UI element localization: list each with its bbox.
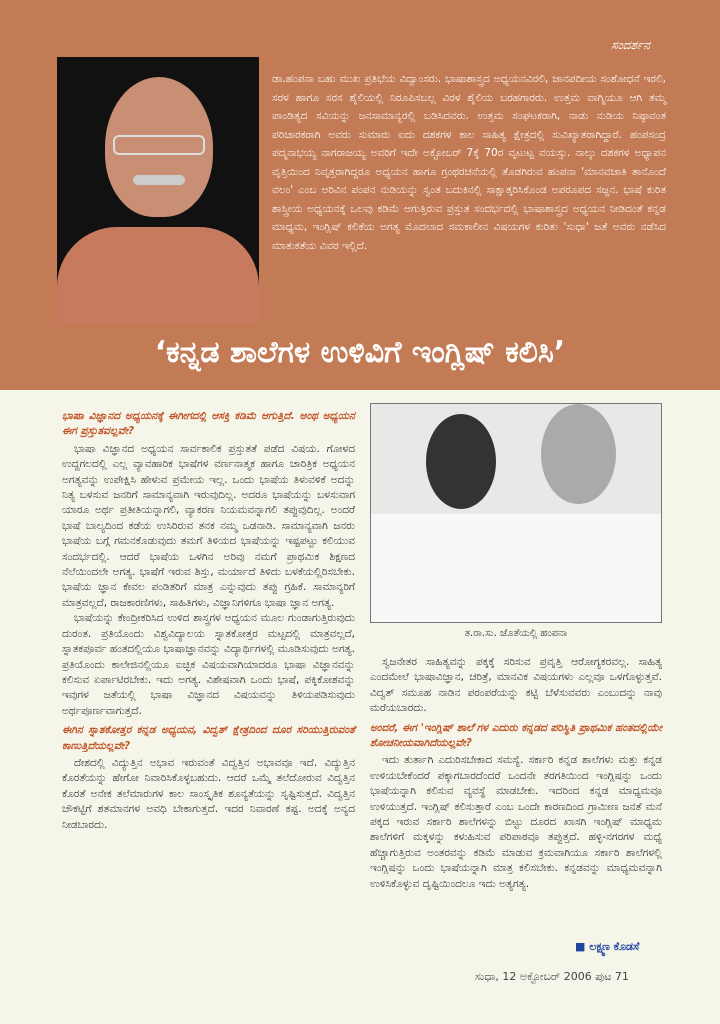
photo-caption: ತ.ರಾ.ಸು. ಜೊತೆಯಲ್ಲಿ ಹಂಪನಾ	[464, 628, 568, 639]
author-byline: ■ ಲಕ್ಷ್ಮಣ ಕೊಡಸೆ	[575, 940, 640, 953]
right-column	[370, 655, 662, 892]
left-column	[62, 405, 355, 833]
answer-paragraph: ಭಾಷಾ ವಿಜ್ಞಾನದ ಅಧ್ಯಯನ ಸಾರ್ವಕಾಲಿಕ ಪ್ರಸ್ತುತತೆ ಪಡೆದ ವಿಷಯ. ಗೋಳದ ಉದ್ದಗಲದಲ್ಲಿ ಎಲ್ಲ ವ್ಯಾವಹಾರಿಕ ಭಾಷೆಗಳ ವರ್ಣನಾತ್ಮಕ ಹಾಗೂ ಚಾರಿತ್ರಿಕ ಅಧ್ಯಯನ ಅಗತ್ಯವನ್ನು ಉಪೇಕ್ಷಿಸಿ ಹೇಳುವ ಪ್ರಮೇಯ ಇಲ್ಲ. ಒಂದು ಭಾಷೆಯ ತಿಳುವಳಿಕೆ ಅದನ್ನು ನಿತ್ಯ ಬಳಸುವ ಜನರಿಗೆ ಸಾಮಾನ್ಯವಾಗಿ ಇರುವುದಿಲ್ಲ. ಅದರೂ ಭಾಷೆಯನ್ನು ಬಳಸುವಾಗ ಯಾರೂ ಅರ್ಥ ಪ್ರತೀತಿಯನ್ನಾಗಲಿ, ವ್ಯಾಕರಣ ನಿಯಮವನ್ನಾಗಲಿ ತಪ್ಪುವುದಿಲ್ಲ. ಅಂದರೆ ಭಾಷೆ ಬಾಲ್ಯದಿಂದ ಕಡೆಯ ಉಸಿರಿರುವ ತನಕ ನಮ್ಮ ಒಡನಾಡಿ. ಸಾಮಾನ್ಯವಾಗಿ ಜನರು ಭಾಷೆಯ ಬಗ್ಗೆ ಗಮನಕೊಡುವುದು ತಮಗೆ ತಿಳಿಯದ ಭಾಷೆಯನ್ನು ಇಷ್ಟಪಟ್ಟು ಕಲಿಯುವ ಸಂದರ್ಭದಲ್ಲಿ. ಆದರೆ ಭಾಷೆಯ ಒಳಗಿನ ಅರಿವು ನಮಗೆ ಪ್ರಾಥಮಿಕ ಶಿಕ್ಷಣದ ನೆಲೆಯಿಂದಲೇ ಅಗತ್ಯ. ಭಾಷೆಗೆ ಇರುವ ಶಿಸ್ತು, ಮರ್ಯಾದೆ ತಿಳಿದು ಬಳಕೆಯಲ್ಲಿರಿಸಬೇಕು. ಭಾಷೆಯ ಜ್ಞಾನ ಕೇವಲ ಪಂಡಿತರಿಗೆ ಮಾತ್ರ ಎನ್ನುವುದು ತಪ್ಪು ಗ್ರಹಿಕೆ. ಸಾಮಾನ್ಯರಿಗೆ ಮಾತ್ರವಲ್ಲದೆ, ರಾಜಕಾರಣಿಗಳು, ಸಾಹಿತಿಗಳು, ವಿಜ್ಞಾನಿಗಳಿಗೂ ಭಾಷಾ ಜ್ಞಾನ ಅಗತ್ಯ.	[62, 442, 355, 609]
answer-paragraph: ಸ್ವಜನೇತರ ಸಾಹಿತ್ಯವನ್ನು ಪಕ್ಕಕ್ಕೆ ಸರಿಸುವ ಪ್ರವೃತ್ತಿ ಆರೋಗ್ಯಕರವಲ್ಲ. ಸಾಹಿತ್ಯ ಎಂದಮೇಲೆ ಭಾಷಾವಿಜ್ಞಾನ, ಚರಿತ್ರೆ, ಮಾನವಿಕ ವಿಷಯಗಳು ಎಲ್ಲವೂ ಒಳಗೊಳ್ಳುತ್ತವೆ. ವಿದ್ವತ್ ಸಮೂಹ ನಾಡಿನ ಪರಂಪರೆಯನ್ನು ಕಟ್ಟಿ ಬೆಳೆಸುವವರು ಎಂಬುದನ್ನು ನಾವು ಮರೆಯಬಾರದು.	[370, 656, 662, 715]
answer-paragraph: ದೇಶದಲ್ಲಿ ವಿದ್ಯುತ್ತಿನ ಅಭಾವ ಇರುವಂತೆ ವಿದ್ವತ್ತಿನ ಅಭಾವವೂ ಇದೆ. ವಿದ್ಯುತ್ತಿನ ಕೊರತೆಯನ್ನು ಹೇಗೋ ನಿವಾರಿಸಿಕೊಳ್ಳಬಹುದು. ಆದರೆ ಒಮ್ಮೆ ತಲೆದೋರುವ ವಿದ್ವತ್ತಿನ ಕೊರತೆ ಅನೇಕ ತಲೆಮಾರುಗಳ ಕಾಲ ಸಾಂಸ್ಕೃತಿಕ ಶೂನ್ಯತೆಯನ್ನು ಸೃಷ್ಟಿಸುತ್ತದೆ. ವಿದ್ವತ್ತಿನ ಚೌಕಟ್ಟಿಗೆ ಶತಮಾನಗಳ ಅವಧಿ ಬೇಕಾಗುತ್ತದೆ. ಇದರ ನಿವಾರಣೆ ಕಷ್ಟ. ಅದಕ್ಕೆ ಅನ್ಯದ ನೀಡಬಾರದು.	[62, 756, 355, 831]
page-footer: ಸುಧಾ, 12 ಅಕ್ಟೋಬರ್ 2006 ಪುಟ 71	[475, 970, 629, 983]
section-label: ಸಂದರ್ಶನ	[611, 38, 650, 52]
portrait-photo	[57, 57, 259, 325]
answer-paragraph: ಇದು ತುರ್ತಾಗಿ ಎದುರಿಸಬೇಕಾದ ಸಮಸ್ಯೆ. ಸರ್ಕಾರಿ ಕನ್ನಡ ಶಾಲೆಗಳು ಮತ್ತು ಕನ್ನಡ ಉಳಿಯಬೇಕೆಂದರೆ ಪಕ್ಕಾಗಬಾರದೆಂದರೆ ಒಂದನೇ ತರಗತಿಯಿಂದ ಇಂಗ್ಲಿಷನ್ನು ಒಂದು ಭಾಷೆಯನ್ನಾಗಿ ಕಲಿಸುವ ವ್ಯವಸ್ಥೆ ಮಾಡಬೇಕು. ಇದರಿಂದ ಕನ್ನಡ ಮಾಧ್ಯಮವೂ ಉಳಿಯುತ್ತದೆ. ಇಂಗ್ಲಿಷ್ ಕಲಿಸುತ್ತಾರೆ ಎಂಬ ಒಂದೇ ಕಾರಣದಿಂದ ಗ್ರಾಮೀಣ ಜನತೆ ಮನೆ ಪಕ್ಕದ ಇರುವ ಸರ್ಕಾರಿ ಶಾಲೆಗಳನ್ನು ಬಿಟ್ಟು ದೂರದ ಖಾಸಗಿ ಇಂಗ್ಲಿಷ್ ಮಾಧ್ಯಮ ಶಾಲೆಗಳಿಗೆ ಮಕ್ಕಳನ್ನು ಕಳುಹಿಸುವ ಪರಿಪಾಠವೂ ತಪ್ಪುತ್ತದೆ. ಹಳ್ಳಿ-ನಗರಗಳ ಮಧ್ಯೆ ಹೆಚ್ಚಾಗುತ್ತಿರುವ ಅಂತರವನ್ನು ಕಡಿಮೆ ಮಾಡುವ ಕ್ರಮವಾಗಿಯೂ ಸರ್ಕಾರಿ ಶಾಲೆಗಳಲ್ಲಿ ಇಂಗ್ಲಿಷನ್ನು ಒಂದು ಭಾಷೆಯನ್ನಾಗಿ ಮಾತ್ರ ಕಲಿಸಬೇಕು. ಕನ್ನಡವನ್ನು ಮಾಧ್ಯಮವನ್ನಾಗಿ ಉಳಿಸಿಕೊಳ್ಳುವ ದೃಷ್ಟಿಯಿಂದಲೂ ಇದು ಅತ್ಯಗತ್ಯ.	[370, 754, 662, 890]
answer-paragraph: ಭಾಷೆಯನ್ನು ಕೇಂದ್ರೀಕರಿಸಿದ ಉಳಿದ ಶಾಸ್ತ್ರಗಳ ಅಧ್ಯಯನ ಮೂಲ ಗುಂಡಾಗುತ್ತಿರುವುದು ದುರಂತ. ಪ್ರತಿಯೊಂದು ವಿಶ್ವವಿದ್ಯಾಲಯ ಸ್ನಾತಕೋತ್ತರ ಮಟ್ಟದಲ್ಲಿ ಮಾತ್ರವಲ್ಲದೆ, ಸ್ನಾತಕಪೂರ್ವ ಹಂತದಲ್ಲಿಯೂ ಭಾಷಾಜ್ಞಾನವನ್ನು ವಿದ್ಯಾರ್ಥಿಗಳಲ್ಲಿ ಮೂಡಿಸುವುದು ಅಗತ್ಯ. ಪ್ರತಿಯೊಂದು ಕಾಲೇಜಿನಲ್ಲಿಯೂ ಐಚ್ಛಿಕ ವಿಷಯವಾಗಿಯಾದರೂ ಭಾಷಾ ವಿಜ್ಞಾನವನ್ನು ಕಲಿಸುವ ಏರ್ಪಾಟಿರಬೇಕು. ಇದು ಅಗತ್ಯ. ವಿಶೇಷವಾಗಿ ಒಂದು ಭಾಷೆ, ಪಕ್ಕಿಕೋಶವನ್ನು ಇವುಗಳ ಜತೆಯಲ್ಲಿ ಭಾಷಾ ವಿಜ್ಞಾನದ ವಿಷಯವನ್ನು ತಿಳಿಯಪಡಿಸುವುದು ಅರ್ಥಪೂರ್ಣವಾಗುತ್ತದೆ.	[62, 612, 355, 717]
group-photo	[370, 403, 662, 623]
article-title: ‘ಕನ್ನಡ ಶಾಲೆಗಳ ಉಳಿವಿಗೆ ಇಂಗ್ಲಿಷ್ ಕಲಿಸಿ’	[154, 335, 566, 370]
question: ಈಗಿನ ಸ್ನಾತಕೋತ್ತರ ಕನ್ನಡ ಅಧ್ಯಯನ, ವಿದ್ವತ್ ಕ್ಷೇತ್ರದಿಂದ ದೂರ ಸರಿಯುತ್ತಿರುವಂತೆ ಕಾಣುತ್ತಿದೆಯಲ್ಲವೇ?	[62, 724, 355, 752]
question: ಅಂದರೆ, ಈಗ 'ಇಂಗ್ಲಿಷ್ ಶಾಲೆ'ಗಳ ಎದುರು ಕನ್ನಡದ ಪರಿಸ್ಥಿತಿ ಪ್ರಾಥಮಿಕ ಹಂತದಲ್ಲಿಯೇ ಶೋಚನೀಯವಾಗಿದೆಯಲ್ಲವೇ?	[370, 721, 662, 750]
intro-text: ಡಾ.ಹಂಪನಾ ಬಹು ಮುಖ ಪ್ರತಿಭೆಯ ವಿದ್ವಾಂಸರು. ಭಾಷಾಶಾಸ್ತ್ರದ ಅಧ್ಯಯನವಿರಲಿ, ಜಾನಪದೀಯ ಸಂಶೋಧನೆ ಇರಲಿ, ಸರಳ ಹಾಗೂ ಸರಸ ಶೈಲಿಯಲ್ಲಿ ನಿರೂಪಿಸಬಲ್ಲ ವಿರಳ ಶೈಲಿಯ ಬರಹಗಾರರು. ಉತ್ತಮ ವಾಗ್ಮಿಯೂ ಆಗಿ ತಮ್ಮ ಪಾಂಡಿತ್ಯದ ಸವಿಯನ್ನು ಜನಸಾಮಾನ್ಯರಲ್ಲಿ ಬಡಿಸಿದವರು. ಉತ್ತಮ ಸಂಘಟಕರಾಗಿ, ನಾಡು ನುಡಿಯ ನಿಷ್ಠಾವಂತ ಪರಿಚಾರಕರಾಗಿ ಅವರು ಸುಮಾರು ಐದು ದಶಕಗಳ ಕಾಲ ಸಾಹಿತ್ಯ ಕ್ಷೇತ್ರದಲ್ಲಿ ಸುವಿಖ್ಯಾತರಾಗಿದ್ದಾರೆ. ಹಂಪಸಂದ್ರ ಪದ್ಮನಾಭಯ್ಯ ನಾಗರಾಜಯ್ಯ ಅವರಿಗೆ ಇದೇ ಅಕ್ಟೋಬರ್ 7ಕ್ಕೆ 70ರ ವೃಟುಟ್ಟ ವಯಸ್ಸು. ನಾಲ್ಕು ದಶಕಗಳ ಅಧ್ಯಾಪನ ವೃತ್ತಿಯಿಂದ ನಿವೃತ್ತರಾಗಿದ್ದರೂ ಅಧ್ಯಯನ ಹಾಗೂ ಗ್ರಂಥರಚನೆಯಲ್ಲಿ ತೊಡಗಿರುವ ಹಂಪನಾ 'ಮಾನವಜಾತಿ ತಾನೊಂದೆ ವಲಂ' ಎಂಬ ಅರಿವಿನ ಪಂಪನ ನುಡಿಯನ್ನು ಸ್ವಂತ ಬದುಕಿನಲ್ಲಿ ಸಾಕ್ಷಾತ್ಕರಿಸಿಕೊಂಡ ಅಪರೂಪದ ಸಜ್ಜನ. ಭಾಷೆ ಕುರಿತ ಶಾಸ್ತ್ರೀಯ ಅಧ್ಯಯನಕ್ಕೆ ಒಲವು ಕಡಿಮೆ ಆಗುತ್ತಿರುವ ಪ್ರಸ್ತುತ ಸಂದರ್ಭದಲ್ಲಿ ಭಾಷಾಶಾಸ್ತ್ರದ ಅಧ್ಯಯನ ನೀಡಿದಂತೆ ಕನ್ನಡ ಮಾಧ್ಯಮ, ಇಂಗ್ಲಿಷ್ ಕಲಿಕೆಯ ಅಗತ್ಯ ಮೊದಲಾದ ಸಮಕಾಲೀನ ವಿಷಯಗಳ ಕುರಿತು 'ಸುಧಾ' ಜತೆ ಅವರು ನಡೆಸಿದ ಮಾತುಕತೆಯ ವಿವರ ಇಲ್ಲಿದೆ.	[272, 73, 666, 252]
question: ಭಾಷಾ ವಿಜ್ಞಾನದ ಅಧ್ಯಯನಕ್ಕೆ ಈಗೀಗದಲ್ಲಿ ಆಸಕ್ತಿ ಕಡಿಮೆ ಆಗುತ್ತಿದೆ. ಅಂಥ ಅಧ್ಯಯನ ಈಗ ಪ್ರಸ್ತುತವಲ್ಲವೇ?	[62, 410, 355, 438]
